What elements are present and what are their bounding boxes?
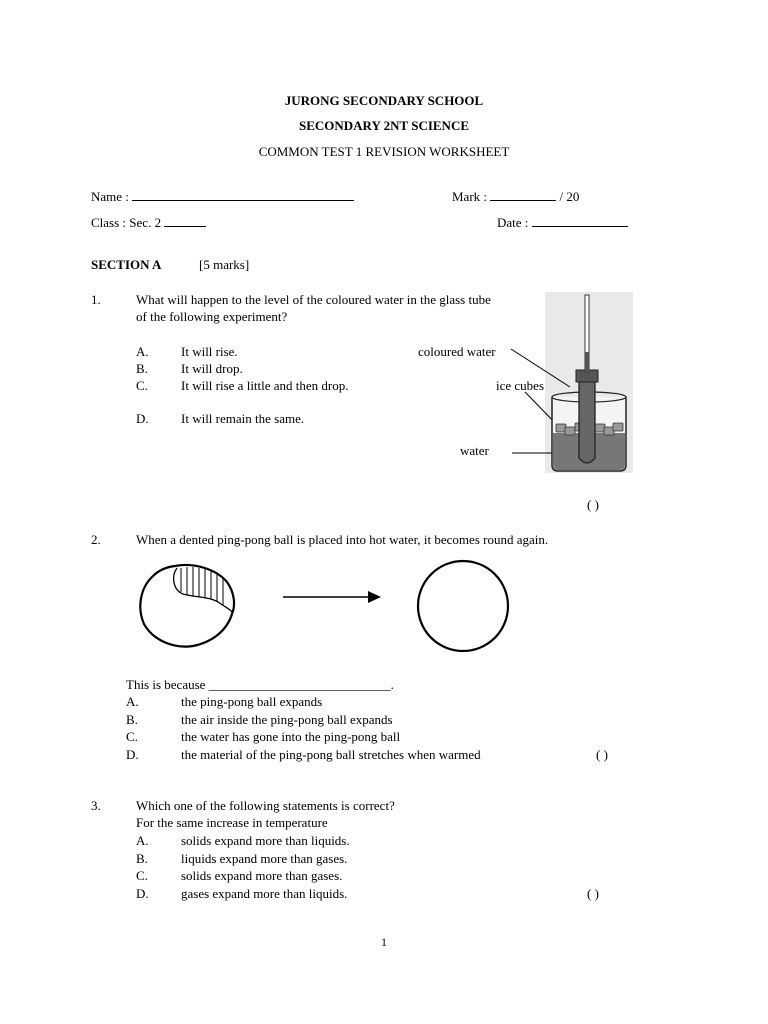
course-title: SECONDARY 2NT SCIENCE [298, 118, 470, 133]
test-title: COMMON TEST 1 REVISION WORKSHEET [258, 144, 510, 159]
q1-answer-bracket[interactable]: ( ) [587, 497, 599, 512]
label-ice-cubes: ice cubes [496, 378, 545, 393]
label-coloured-water: coloured water [418, 344, 496, 359]
arrow-head [368, 591, 381, 603]
q2-option-b-letter: B. [126, 712, 138, 727]
school-name: JURONG SECONDARY SCHOOL [284, 93, 484, 108]
q3-option-c-text: solids expand more than gases. [181, 868, 343, 883]
question-3-text-line-2: For the same increase in temperature [136, 815, 328, 830]
section-title: SECTION A [91, 257, 162, 272]
question-2-number: 2. [91, 532, 101, 547]
q3-option-a-letter: A. [136, 833, 149, 848]
q2-option-c-letter: C. [126, 729, 138, 744]
name-blank [132, 187, 354, 201]
date-blank [532, 213, 628, 227]
date-field [497, 213, 628, 230]
mark-label: Mark : [452, 189, 488, 204]
q2-option-a-text: the ping-pong ball expands [181, 694, 323, 709]
question-2-stem: This is because ____________________________. [126, 677, 394, 692]
q3-option-b-text: liquids expand more than gases. [181, 851, 348, 866]
section-marks: [5 marks] [199, 257, 250, 272]
coloured-water-column [585, 352, 589, 372]
mark-blank [490, 187, 556, 201]
q1-option-b-text: It will drop. [181, 361, 243, 376]
test-tube [579, 378, 595, 463]
question-3-number: 3. [91, 798, 101, 813]
q2-option-c-text: the water has gone into the ping-pong ball [181, 729, 401, 744]
q1-option-d-text: It will remain the same. [181, 411, 305, 426]
question-3-text-line-1: Which one of the following statements is correct? [136, 798, 395, 813]
q2-answer-bracket[interactable]: ( ) [596, 747, 608, 762]
page-number: 1 [381, 935, 387, 949]
round-ball [418, 561, 508, 651]
q1-option-c-text: It will rise a little and then drop. [181, 378, 349, 393]
q1-option-d-letter: D. [136, 411, 149, 426]
question-1-number: 1. [91, 292, 101, 307]
q3-option-d-letter: D. [136, 886, 149, 901]
question-1-text-line-2: of the following experiment? [136, 309, 288, 324]
q3-option-d-text: gases expand more than liquids. [181, 886, 348, 901]
q1-option-c-letter: C. [136, 378, 148, 393]
q1-option-b-letter: B. [136, 361, 148, 376]
mark-field [452, 187, 579, 204]
q3-answer-bracket[interactable]: ( ) [587, 886, 599, 901]
class-field [91, 213, 206, 230]
name-label: Name : [91, 189, 129, 204]
q2-option-d-letter: D. [126, 747, 139, 762]
q2-option-b-text: the air inside the ping-pong ball expands [181, 712, 393, 727]
question-2-text: When a dented ping-pong ball is placed into hot water, it becomes round again. [136, 532, 549, 547]
class-value: Sec. 2 [129, 215, 162, 230]
mark-total: / 20 [559, 189, 580, 204]
beaker-diagram [420, 290, 635, 475]
date-label: Date : [497, 215, 529, 230]
name-field [91, 187, 354, 204]
q2-option-a-letter: A. [126, 694, 139, 709]
q3-option-c-letter: C. [136, 868, 148, 883]
q1-option-a-text: It will rise. [181, 344, 238, 359]
q3-option-b-letter: B. [136, 851, 148, 866]
label-water: water [460, 443, 489, 458]
class-blank [164, 213, 206, 227]
class-label: Class : [91, 215, 127, 230]
q1-option-a-letter: A. [136, 344, 149, 359]
q3-option-a-text: solids expand more than liquids. [181, 833, 350, 848]
q2-option-d-text: the material of the ping-pong ball stretches when warmed [181, 747, 481, 762]
ping-pong-diagram [135, 558, 515, 658]
question-1-text-line-1: What will happen to the level of the coloured water in the glass tube [136, 292, 491, 307]
